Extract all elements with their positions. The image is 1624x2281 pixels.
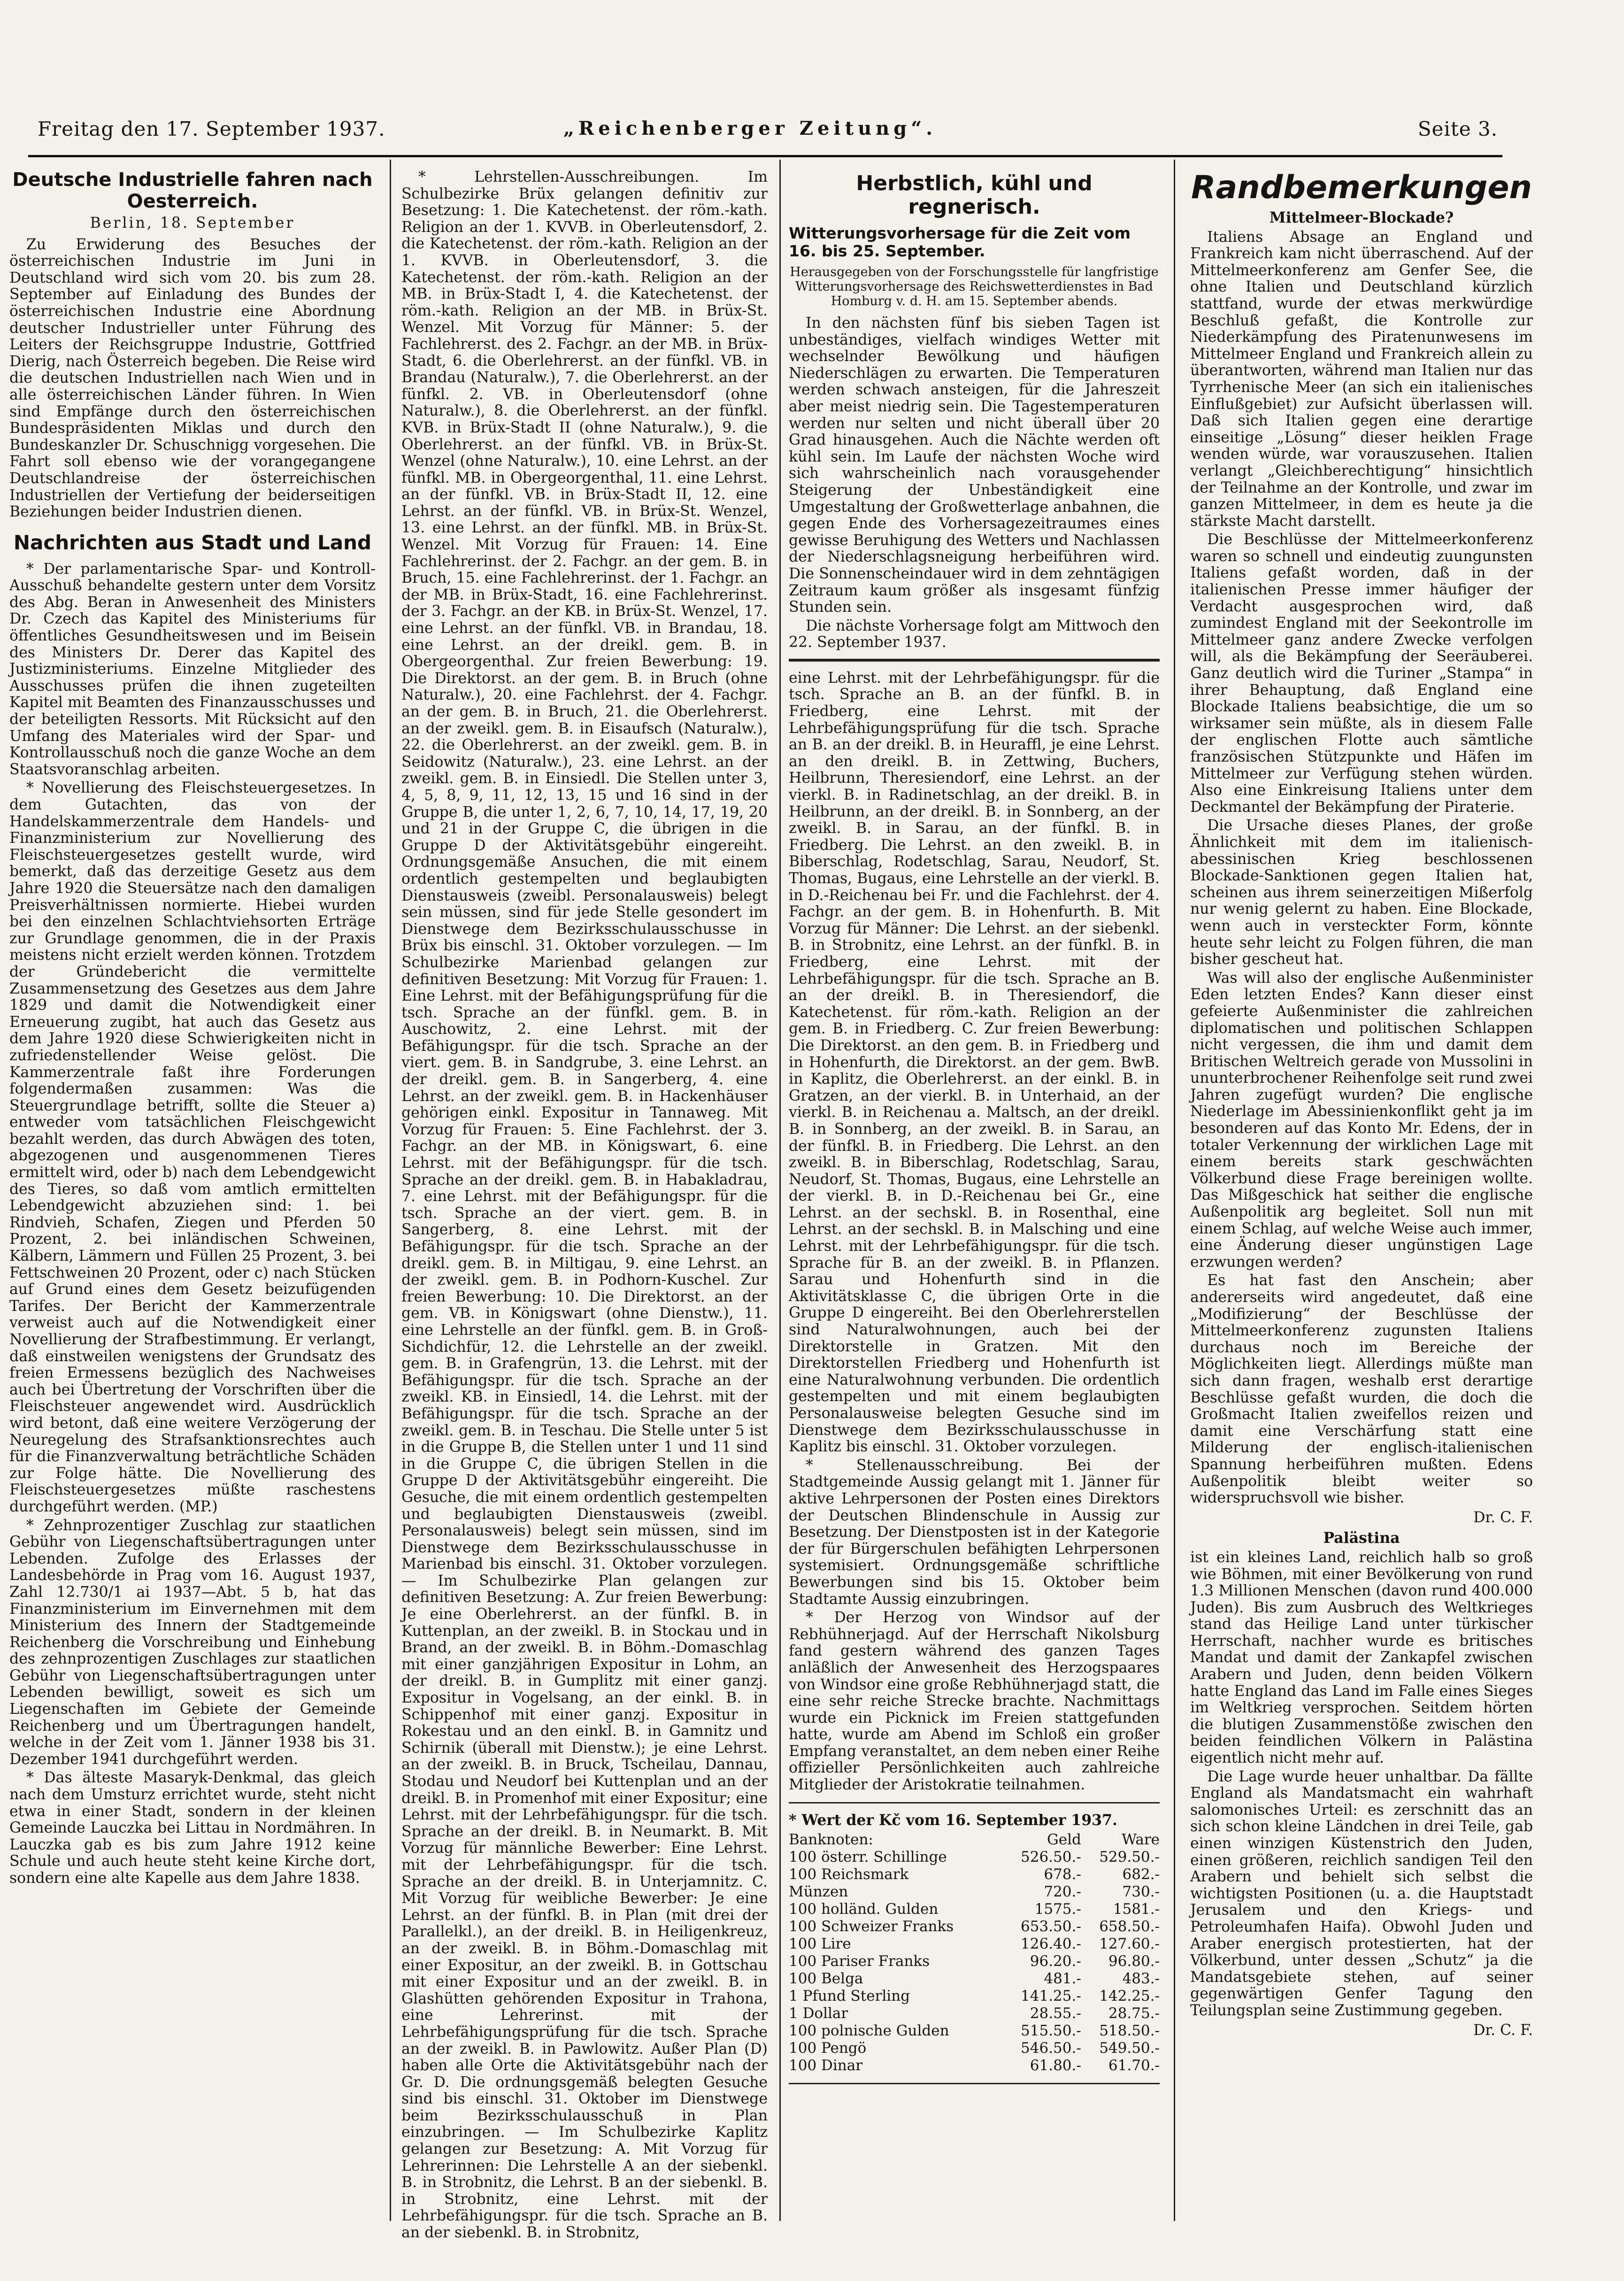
exchange-geld-value: 61.80.- bbox=[1030, 2057, 1081, 2074]
exchange-ware-value: 549.50.- bbox=[1099, 2040, 1160, 2057]
article-palaestina-1: ist ein kleines Land, reichlich halb so groß wie Böhmen, mit einer Bevölkerung von rund 1.3 Millionen Menschen (davon rund 400.000 Juden). Bis zum Ausbruch des Weltkrieges stand das Heilige Land unter türkischer Herrschaft, nachher wurde es britisches Mandat und damit der Zankapfel zwischen Arabern und Juden, denn beiden Völkern hatte England das Land im Falle eines Sieges im Weltkrieg versprochen. Seitdem hörten die blutigen Zusammenstöße zwischen den beiden feindlichen Völkern in Palästina eigentlich nicht mehr auf. bbox=[1190, 1549, 1533, 1767]
exchange-rate-header-row bbox=[789, 1831, 1160, 1849]
subheading-palaestina: Palästina bbox=[1323, 1529, 1400, 1547]
exchange-rate-row bbox=[789, 1883, 1160, 1901]
exchange-geld-value: 141.25.- bbox=[1021, 1988, 1081, 2005]
exchange-geld-value: 653.50.- bbox=[1021, 1918, 1081, 1935]
exchange-currency: 100 Schweizer Franks bbox=[789, 1918, 954, 1935]
section-heading-nachrichten: Nachrichten aus Stadt und Land bbox=[13, 531, 372, 554]
exchange-ware-value: 518.50.- bbox=[1099, 2022, 1160, 2040]
exchange-currency: 100 Dinar bbox=[789, 2057, 863, 2074]
header-newspaper-title: „Reichenberger Zeitung“. bbox=[563, 117, 937, 139]
page-header bbox=[38, 117, 1498, 155]
exchange-geld-value: 720.- bbox=[1044, 1883, 1081, 1901]
dateline-berlin: Berlin, 18. September bbox=[90, 215, 295, 231]
exchange-geld-value: 526.50.- bbox=[1021, 1849, 1081, 1866]
article-palaestina-2: Die Lage wurde heuer unhaltbar. Da fällte England als Mandatsmacht ein wahrhaft salomonisches Urteil: es zerschnitt das an sich schon kleine Ländchen in drei Teile, gab einen winzigen Küstenstrich den Juden, einen größeren, reichlich sandigen Teil den Arabern und behielt sich selbst die wichtigsten Positionen (u. a. die Hauptstadt Jerusalem und den Kriegs- und Petroleumhafen Haifa). Obwohl Juden und Araber energisch protestierten, hat der Völkerbund, unter dessen „Schutz“ ja die Mandatsgebiete stehen, auf seiner gegenwärtigen Genfer Tagung den Teilungsplan seine Zustimmung gegeben. bbox=[1190, 1768, 1533, 2019]
exchange-geld-value: 515.50.- bbox=[1021, 2022, 1081, 2040]
exchange-currency: 100 Pariser Franks bbox=[789, 1953, 930, 1970]
exchange-geld-value: 546.50.- bbox=[1021, 2040, 1081, 2057]
exchange-geld-value: 96.20.- bbox=[1030, 1953, 1081, 1970]
exchange-ware-value: 658.50.- bbox=[1099, 1918, 1160, 1935]
exchange-rate-row bbox=[789, 1970, 1160, 1988]
header-rule bbox=[28, 155, 1502, 157]
weather-forecast-subtitle: Witterungsvorhersage für die Zeit vom 16. bis 25. September. bbox=[789, 224, 1131, 260]
exchange-currency: Münzen bbox=[789, 1883, 848, 1901]
article-zehnprozentiger-zuschlag: * Zehnprozentiger Zuschlag zur staatlichen Gebühr von Liegenschaftsübertragungen unter Lebenden. Zufolge des Erlasses der Landesbehörde in Prag vom 16. August 1937, Zahl 12.730/1 ai 1937—Abt. 5 b, hat das Finanzministerium im Einvernehmen mit dem Ministerium des Innern der Stadtgemeinde Reichenberg die Vorschreibung und Einhebung des zehnprozentigen Zuschlages zur staatlichen Gebühr von Liegenschaftsübertragungen unter Lebenden bewilligt, soweit es sich um Liegenschaften im Gebiete der Gemeinde Reichenberg und um Übertragungen handelt, welche in der Zeit vom 1. Jänner 1938 bis 31. Dezember 1941 durchgeführt werden. bbox=[9, 1517, 376, 1768]
exchange-col-geld: Geld bbox=[1047, 1831, 1081, 1849]
exchange-rate-row bbox=[789, 1988, 1160, 2005]
exchange-ware-value: 28.75.- bbox=[1108, 2005, 1160, 2022]
article-title-industrielle: Deutsche Industrielle fahren nach Oesterreich. bbox=[12, 169, 373, 212]
exchange-rate-row bbox=[789, 1918, 1160, 1935]
exchange-col-ware: Ware bbox=[1122, 1831, 1160, 1849]
article-mittelmeer-2: Die Beschlüsse der Mittelmeerkonferenz waren so schnell und eindeutig zuungunsten Italiens gefaßt worden, daß in der italienischen Presse immer häufiger der Verdacht ausgesprochen wird, daß zumindest England mit der Seekontrolle im Mittelmeer ganz andere Zwecke verfolgen will, als die Bekämpfung der Seeräuberei. Ganz deutlich wird die Turiner „Stampa“ in ihrer Behauptung, daß England eine Blockade Italiens beabsichtige, die um so wirksamer sein müßte, als in diesem Falle der englischen Flotte auch sämtliche französischen Stützpunkte und Häfen im Mittelmeer zur Verfügung stehen würden. Also eine Einkreisung Italiens unter dem Deckmantel der Bekämpfung der Piraterie. bbox=[1190, 531, 1533, 816]
exchange-currency: 100 Reichsmark bbox=[789, 1866, 909, 1883]
exchange-geld-value: 1575.- bbox=[1034, 1901, 1081, 1918]
exchange-rate-row bbox=[789, 1901, 1160, 1918]
article-masaryk-denkmal: * Das älteste Masaryk-Denkmal, das gleich nach dem Umsturz errichtet wurde, steht nicht etwa in einer Stadt, sondern in der kleinen Gemeinde Lauczka bei Littau in Nordmähren. In Lauczka gab es bis zum Jahre 1912 keine Schule und auch heute steht keine Kirche dort, sondern eine alte Kapelle aus dem Jahre 1838. bbox=[9, 1769, 376, 1887]
separator-rule bbox=[789, 659, 1160, 662]
header-page-number: Seite 3. bbox=[1417, 117, 1498, 140]
weather-source-note: Herausgegeben von der Forschungsstelle für langfristige Witterungsvorhersage des Reichswetterdienstes in Bad Homburg v. d. H. am 15. September abends. bbox=[790, 265, 1159, 308]
signature-1: Dr. C. F. bbox=[1473, 1509, 1533, 1526]
exchange-currency: 100 Belga bbox=[789, 1970, 863, 1988]
column-3 bbox=[789, 169, 1160, 2207]
exchange-rate-row bbox=[789, 1849, 1160, 1866]
exchange-currency: 1 Dollar bbox=[789, 2005, 848, 2022]
subheading-mittelmeer-blockade: Mittelmeer-Blockade? bbox=[1269, 209, 1454, 226]
column-divider-1 bbox=[390, 160, 391, 2221]
exchange-rate-row bbox=[789, 1935, 1160, 1953]
exchange-geld-value: 28.55.- bbox=[1030, 2005, 1081, 2022]
weather-next-forecast: Die nächste Vorhersage folgt am Mittwoch den 22. September 1937. bbox=[789, 617, 1160, 651]
exchange-currency: 100 österr. Schillinge bbox=[789, 1849, 947, 1866]
exchange-ware-value: 1581.- bbox=[1113, 1901, 1160, 1918]
exchange-rate-row bbox=[789, 2022, 1160, 2040]
column-divider-3 bbox=[1174, 160, 1175, 2221]
exchange-ware-value: 96.80.- bbox=[1108, 1953, 1160, 1970]
exchange-rate-row bbox=[789, 2057, 1160, 2074]
column-divider-2 bbox=[779, 160, 781, 2221]
exchange-geld-value: 678.- bbox=[1044, 1866, 1081, 1883]
exchange-currency: 100 Pengö bbox=[789, 2040, 867, 2057]
exchange-ware-value: 61.70.- bbox=[1108, 2057, 1160, 2074]
separator-rule-kurs bbox=[789, 1802, 1160, 1803]
exchange-geld-value: 126.40.- bbox=[1021, 1935, 1081, 1953]
article-mittelmeer-1: Italiens Absage an England und Frankreich kam nicht überraschend. Auf der Mittelmeerkonferenz am Genfer See, die ohne Italien und Deutschland kürzlich stattfand, wurde der etwas merkwürdige Beschluß gefaßt, die Kontrolle zur Niederkämpfung des Piratenunwesens im Mittelmeer England und Frankreich allein zu überantworten, während man Italien nur das Tyrrhenische Meer (an sich ein italienisches Einflußgebiet) zur Aufsicht überlassen will. Daß sich Italien gegen eine derartige einseitige „Lösung“ dieser heiklen Frage wenden würde, war vorauszusehen. Italien verlangt „Gleichberechtigung“ hinsichtlich der Teilnahme an der Kontrolle, und zwar im ganzen Mittelmeer, in dem es heute ja die stärkste Macht darstellt. bbox=[1190, 228, 1533, 530]
section-heading-randbemerkungen: Randbemerkungen bbox=[1191, 169, 1532, 206]
exchange-rate-row bbox=[789, 2005, 1160, 2022]
article-mittelmeer-3: Die Ursache dieses Planes, der große Ähnlichkeit mit dem im italienisch-abessinischen Krieg beschlossenen Blockade-Sanktionen gegen Italien hat, scheinen aus ihrem seinerzeitigen Mißerfolg nur wenig gelernt zu haben. Eine Blockade, wenn auch in versteckter Form, könnte heute sehr leicht zu Folgen führen, die man bisher gescheut hat. bbox=[1190, 817, 1533, 968]
weather-forecast-text: In den nächsten fünf bis sieben Tagen ist unbeständiges, vielfach windiges Wetter mit wechselnder Bewölkung und häufigen Niederschlägen zu erwarten. Die Temperaturen werden schwach ansteigen, für die Jahreszeit aber meist niedrig sein. Die Tagestemperaturen werden nur selten und nicht überall über 20 Grad hinausgehen. Auch die Nächte werden oft kühl sein. Im Laufe der nächsten Woche wird sich wahrscheinlich nach vorausgehender Steigerung der Unbeständigkeit eine Umgestaltung der Großwetterlage anbahnen, die gegen Ende des Vorhersagezeitraumes eines gewisse Beruhigung des Wetters und Nachlassen der Niederschlagsneigung herbeiführen wird. Die Sonnenscheindauer wird in dem zehntägigen Zeitraum kaum größer als insgesamt fünfzig Stunden sein. bbox=[789, 315, 1160, 616]
exchange-rate-title: * Wert der Kč vom 16. September 1937. bbox=[789, 1811, 1117, 1829]
exchange-currency: 100 polnische Gulden bbox=[789, 2022, 949, 2040]
article-spar-kontrollausschuss: * Der parlamentarische Spar- und Kontroll-Ausschuß behandelte gestern unter dem Vorsitz des Abg. Beran in Anwesenheit des Ministers Dr. Czech das Kapitel des Ministeriums für öffentliches Gesundheitswesen und im Beisein des Ministers Dr. Derer das Kapitel des Justizministeriums. Einzelne Mitglieder des Ausschusses prüfen die ihnen zugeteilten Kapitel mit Beamten des Finanzausschusses und der beteiligten Ressorts. Mit Rücksicht auf den Umfang des Materiales wird der Spar- und Kontrollausschuß noch die ganze Woche an dem Staatsvoranschlag arbeiten. bbox=[9, 560, 376, 778]
exchange-ware-value: 142.25.- bbox=[1099, 1988, 1160, 2005]
exchange-ware-value: 730.- bbox=[1122, 1883, 1160, 1901]
article-stellenausschreibung-aussig: * Stellenausschreibung. Bei der Stadtgemeinde Aussig gelangt mit 1. Jänner für aktive Lehrpersonen der Posten eines Direktors der Deutschen Blindenschule in Aussig zur Besetzung. Der Dienstposten ist in der Kategorie der für Bürgerschulen befähigten Lehrpersonen systemisiert. Ordnungsgemäße schriftliche Bewerbungen sind bis 15. Oktober beim Stadtamte Aussig einzubringen. bbox=[789, 1456, 1160, 1608]
exchange-ware-value: 529.50.- bbox=[1099, 1849, 1160, 1866]
exchange-geld-value: 481.- bbox=[1044, 1970, 1081, 1988]
signature-2: Dr. C. F. bbox=[1473, 2021, 1533, 2039]
exchange-ware-value: 127.60.- bbox=[1099, 1935, 1160, 1953]
article-text-industrielle: Zu Erwiderung des Besuches der österreichischen Industrie im Juni in Deutschland wird sich vom 20. bis zum 28. September auf Einladung des Bundes der österreichischen Industrie eine Abordnung deutscher Industrieller unter Führung des Leiters der Reichsgruppe Industrie, Gottfried Dierig, nach Österreich begeben. Die Reise wird die deutschen Industriellen nach Wien und in alle österreichischen Länder führen. In Wien sind Empfänge durch den österreichischen Bundespräsidenten Miklas und durch den Bundeskanzler Dr. Schuschnigg vorgesehen. Die Fahrt soll ebenso wie der vorangegangene Deutschlandreise der österreichischen Industriellen der Vertiefung der beiderseitigen Beziehungen beider Industrien dienen. bbox=[9, 236, 376, 521]
article-title-wetter: Herbstlich, kühl und regnerisch. bbox=[856, 171, 1093, 219]
article-lehrstellen-continued: eine Lehrst. mit der Lehrbefähigungspr. für die tsch. Sprache an B. an der fünfkl. B. in Friedberg, eine Lehrst. mit der Lehrbefähigungsprüfung für die tsch. Sprache an B. an der dreikl. B. in Heuraffl, je eine Lehrst. an den dreikl. B. in Zettwing, Buchers, Heilbrunn, Theresiendorf, eine Lehrst. an der vierkl. B. in Radinetschlag, an der dreikl. B. in Heilbrunn, an der dreikl. B. in Sonnberg, an der zweikl. B. in Sarau, an der fünfkl. B. in Friedberg. Die Lehrst. an den zweikl. B. in Biberschlag, Rodetschlag, Sarau, Neudorf, St. Thomas, Bugaus, eine Lehrstelle an der vierkl. B. in D.-Reichenau bei Fr. und die Fachlehrst. der 4. Fachgr. an der gem. B. in Hohenfurth. B. Mit Vorzug für Männer: Die Lehrst. an der siebenkl. B. in Strobnitz, eine Lehrst. an der fünfkl. B. in Friedberg, eine Lehrst. mit der Lehrbefähigungspr. für die tsch. Sprache an B. an der dreikl. B. in Theresiendorf, die Katechetenst. für röm.-kath. Religion an der gem. B. in Friedberg. C. Zur freien Bewerbung: Die Direktorst. an den gem. B. in Friedberg und in Hohenfurth, die Direktorst. an der gem. BwB. in Kaplitz, die Oberlehrerst. an der einkl. B. in Gratzen, an der vierkl. B. in Unterhaid, an der vierkl. B. in Reichenau a. Maltsch, an der dreikl. B. in Sonnberg, an der zweikl. B. in Sarau, an der fünfkl. B. in Friedberg. Die Lehrst. an den zweikl. B. in Biberschlag, Rodetschlag, Sarau, Neudorf, St. Thomas, Bugaus, eine Lehrstelle an der vierkl. B. in D.-Reichenau bei Gr., eine Lehrst. an der sechskl. B. in Rosenthal, eine Lehrst. an der sechskl. B. in Malsching und eine Lehrst. mit der Lehrbefähigungspr. für die tsch. Sprache für B. an der zweikl. B. in Pflanzen. Sarau und Hohenfurth sind in die Aktivitätsklasse C, die übrigen Orte in die Gruppe D eingereiht. Bei den Oberlehrerstellen sind Naturalwohnungen, auch bei der Direktorstelle in Gratzen. Mit den Direktorstellen Friedberg und Hohenfurth ist eine Naturalwohnung verbunden. Die ordentlich gestempelten und mit einem beglaubigten Personalausweise belegten Gesuche sind im Dienstwege dem Bezirksschulausschusse in Kaplitz bis einschl. 31. Oktober vorzulegen. bbox=[789, 669, 1160, 1456]
column-1 bbox=[9, 169, 376, 2207]
exchange-ware-value: 682.- bbox=[1122, 1866, 1160, 1883]
article-lehrstellen-ausschreibungen: * Lehrstellen-Ausschreibungen. Im Schulbezirke Brüx gelangen definitiv zur Besetzung: 1. Die Katechetenst. der röm.-kath. Religion an der 1. KVVB. in Oberleutensdorf, 2. die Katechetenst. der röm.-kath. Religion an der 1. KVVB. in Oberleutensdorf, 3. die Katechetenst. der röm.-kath. Religion an der MB. in Brüx-Stadt I, 4. die Katechetenst. der röm.-kath. Religion an der MB. in Brüx-St. Wenzel. Mit Vorzug für Männer: 5. der Fachlehrerst. des 2. Fachgr. an der MB. in Brüx-Stadt, 6. die Oberlehrerst. an der fünfkl. VB. in Brandau (Naturalw.), 7. die Oberlehrerst. an der fünfkl. 2. VB. in Oberleutensdorf (ohne Naturalw.), 8. die Oberlehrerst. an der fünfkl. KVB. in Brüx-Stadt II (ohne Naturalw.), 9. die Oberlehrerst. an der fünfkl. VB. in Brüx-St. Wenzel (ohne Naturalw.), 10. eine Lehrst. an der fünfkl. MB. in Obergeorgenthal, 11. eine Lehrst. an der fünfkl. VB. in Brüx-Stadt II, 12. eine Lehrst. an der fünfkl. VB. in Brüx-St. Wenzel, 13. eine Lehrst. an der fünfkl. MB. in Brüx-St. Wenzel. Mit Vorzug für Frauen: 14. Eine Fachlehrerinst. der 2. Fachgr. an der gem. B. in Bruch, 15. eine Fachlehrerinst. der 1. Fachgr. an der MB. in Brüx-Stadt, 16. eine Fachlehrerinst. der 3. Fachgr. an der KB. in Brüx-St. Wenzel, 17. eine Lehrst. an der fünfkl. VB. in Brandau, 18. eine Lehrst. an der dreikl. gem. B. in Obergeorgenthal. Zur freien Bewerbung: 19. Die Direktorst. an der gem. B. in Bruch (ohne Naturalw.), 20. eine Fachlehrst. der 4. Fachgr. an der gem. B. in Bruch, 21. die Oberlehrerst. an der zweikl. gem. B. in Eisaufsch (Naturalw.), 22. die Oberlehrerst. an der zweikl. gem. B. in Seidowitz (Naturalw.), 23. eine Lehrst. an der zweikl. gem. B. in Einsiedl. Die Stellen unter 3, 4, 5, 8, 9, 11, 12, 13, 15 und 16 sind in der Gruppe B, die unter 1, 2, 6, 7, 10, 14, 17, 19, 20 und 21 in der Gruppe C, die übrigen in die Gruppe D der Aktivitätsgebühr eingereiht. Ordnungsgemäße Ansuchen, die mit einem ordentlich gestempelten und beglaubigten Dienstausweis (zweibl. Personalausweis) belegt sein müssen, sind für jede Stelle gesondert im Dienstwege dem Bezirksschulausschusse in Brüx bis einschl. 31. Oktober vorzulegen. — Im Schulbezirke Marienbad gelangen zur definitiven Besetzung: Mit Vorzug für Frauen: 1. Eine Lehrst. mit der Befähigungsprüfung für die tsch. Sprache an der fünfkl. gem. B. in Auschowitz, 2. eine Lehrst. mit der Befähigungspr. für die tsch. Sprache an der viert. gem. B. in Sandgrube, 3. eine Lehrst. an der dreikl. gem. B. in Sangerberg, 4. eine Lehrst. an der zweikl. gem. B. in Hackenhäuser gehörigen einkl. Expositur in Tannaweg. Mit Vorzug für Frauen: 5. Eine Fachlehrst. der 3. Fachgr. an der MB. in Königswart, 6. eine Lehrst. mit der Befähigungspr. für die tsch. Sprache an der dreikl. gem. B. in Habakladrau, 7. eine Lehrst. mit der Befähigungspr. für die tsch. Sprache an der viert. gem. B. in Sangerberg, 8. eine Lehrst. mit der Befähigungspr. für die tsch. Sprache an der dreikl. gem. B. in Miltigau, 9. eine Lehrst. an der zweikl. gem. B. in Podhorn-Kuschel. Zur freien Bewerbung: 10. Die Direktorst. an der gem. VB. in Königswart (ohne Dienstw.), 11. eine Lehrstelle an der fünfkl. gem. B. in Groß-Sichdichfür, 12. die Lehrstelle an der zweikl. gem. B. in Grafengrün, 13. die Lehrst. mit der Befähigungspr. für die tsch. Sprache an der zweikl. KB. in Einsiedl, 14. die Lehrst. mit der Befähigungspr. für die tsch. Sprache an der zweikl. gem. B. in Teschau. Die Stelle unter 5 ist in die Gruppe B, die Stellen unter 1 und 11 sind in die Gruppe C, die übrigen Stellen in die Gruppe D der Aktivitätsgebühr eingereiht. Die Gesuche, die mit einem ordentlich gestempelten und beglaubigten Dienstausweis (zweibl. Personalausweis) belegt sein müssen, sind im Dienstwege dem Bezirksschulausschusse in Marienbad bis einschl. 31. Oktober vorzulegen. — Im Schulbezirke Plan gelangen zur definitiven Besetzung: A. Zur freien Bewerbung: Je eine Oberlehrerst. an der fünfkl. B. in Kuttenplan, an der zweikl. B. in Stockau und in Brand, an der zweikl. B. in Böhm.-Domaschlag mit einer ganzjährigen Expositur in Lohm, an der dreikl. B. in Gumplitz mit einer ganzj. Expositur in Vogelsang, an der einkl. B. in Schippenhof mit einer ganzj. Expositur in Rokestau und an den einkl. B. in Gamnitz und Schirnik (überall mit Dienstw.); je eine Lehrst. an der zweikl. B. in Bruck, Tscheilau, Dannau, Stodau und Neudorf bei Kuttenplan und an der dreikl. B. in Promenhof mit einer Expositur; eine Lehrst. mit der Lehrbefähigungspr. für die tsch. Sprache an der dreikl. B. in Neumarkt. B. Mit Vorzug für männliche Bewerber: Eine Lehrst. mit der Lehrbefähigungspr. für die tsch. Sprache an der dreikl. B. in Unterjamnitz. C. Mit Vorzug für weibliche Bewerber: Je eine Lehrst. an der fünfkl. B. in Plan (mit drei der Parallelkl.), an der dreikl. B. in Heiligenkreuz, an der zweikl. B. in Böhm.-Domaschlag mit einer Expositur, an der zweikl. B. in Gottschau mit einer Expositur und an der zweikl. B. in Glashütten gehörenden Expositur in Trahona, eine Lehrerinst. mit der Lehrbefähigungsprüfung für die tsch. Sprache an der zweikl. B. in Pawlowitz. Außer Plan (D) haben alle Orte die Aktivitätsgebühr nach der Gr. D. Die ordnungsgemäß belegten Gesuche sind bis einschl. 31. Oktober im Dienstwege beim Bezirksschulausschuß in Plan einzubringen. — Im Schulbezirke Kaplitz gelangen zur Besetzung: A. Mit Vorzug für Lehrerinnen: Die Lehrstelle A an der siebenkl. B. in Strobnitz, die Lehrst. B an der siebenkl. B. in Strobnitz, eine Lehrst. mit der Lehrbefähigungspr. für die tsch. Sprache an B. an der siebenkl. B. in Strobnitz, bbox=[401, 169, 768, 2242]
exchange-currency: 1 Pfund Sterling bbox=[789, 1988, 910, 2005]
column-2 bbox=[401, 169, 768, 2242]
exchange-rate-row bbox=[789, 1953, 1160, 1970]
column-4 bbox=[1190, 169, 1533, 2207]
exchange-col-currency: Banknoten: bbox=[789, 1831, 873, 1849]
exchange-currency: 100 Lire bbox=[789, 1935, 851, 1953]
exchange-rate-table bbox=[789, 1831, 1160, 2074]
separator-rule-bottom bbox=[789, 2083, 1160, 2084]
exchange-rate-row bbox=[789, 1866, 1160, 1883]
article-mittelmeer-4: Was will also der englische Außenminister Eden letzten Endes? Kann dieser einst gefeierte Außenminister die zahlreichen diplomatischen und politischen Schlappen nicht vergessen, die ihm und damit dem Britischen Weltreich gerade von Mussolini in ununterbrochener Reihenfolge seit rund zwei Jahren zugefügt wurden? Die englische Niederlage im Abessinienkonflikt geht ja im besonderen auf das Konto Mr. Edens, der in totaler Verkennung der wirklichen Lage mit einem bereits stark geschwächten Völkerbund diese Frage bereinigen wollte. Das Mißgeschick hat seither die englische Außenpolitik arg begleitet. Soll nun mit einem Schlag, auf welche Weise auch immer, eine Änderung dieser ungünstigen Lage erzwungen werden? bbox=[1190, 969, 1533, 1271]
article-herzog-windsor: * Der Herzog von Windsor auf der Rebhühnerjagd. Auf der Herrschaft Nikolsburg fand gestern während des ganzen Tages anläßlich der Anwesenheit des Herzogspaares von Windsor eine große Rebhühnerjagd statt, die eine sehr reiche Strecke brachte. Nachmittags wurde ein Picknick im Freien stattgefunden hatte, wurde am Abend im Schloß ein großer Empfang veranstaltet, an dem neben einer Reihe offizieller Persönlichkeiten auch zahlreiche Mitglieder der Aristokratie teilnahmen. bbox=[789, 1609, 1160, 1794]
header-date: Freitag den 17. September 1937. bbox=[38, 117, 385, 140]
article-fleischsteuergesetz: * Novellierung des Fleischsteuergesetzes. In dem Gutachten, das von der Handelskammerzentrale dem Handels- und Finanzministerium zur Novellierung des Fleischsteuergesetzes gestellt wurde, wird bemerkt, daß das derzeitige Gesetz aus dem Jahre 1920 die Steuersätze nach den damaligen Preisverhältnissen normierte. Hiebei wurden bei den einzelnen Schlachtviehsorten Erträge zur Grundlage genommen, die in der Praxis meistens nicht erzielt werden können. Trotzdem der Gründebericht die vermittelte Zusammensetzung des Gesetzes aus dem Jahre 1829 und damit die Notwendigkeit einer Erneuerung zugibt, hat auch das Gesetz aus dem Jahre 1920 diese Schwierigkeiten nicht in zufriedenstellender Weise gelöst. Die Kammerzentrale faßt ihre Forderungen folgendermaßen zusammen: Was die Steuergrundlage betrifft, sollte die Steuer a) entweder vom tatsächlichen Fleischgewicht bezahlt werden, das durch Abwägen des toten, abgezogenen und ausgenommenen Tieres ermittelt wird, oder b) nach dem Lebendgewicht des Tieres, so daß vom amtlich ermittelten Lebendgewicht abzuziehen sind: 1. bei Rindvieh, Schafen, Ziegen und Pferden 50 Prozent, 2. bei inländischen Schweinen, Kälbern, Lämmern und Füllen 25 Prozent, 3. bei Fettschweinen 20 Prozent, oder c) nach Stücken auf Grund eines dem Gesetz beizufügenden Tarifes. Der Bericht der Kammerzentrale verweist auch auf die Notwendigkeit einer Novellierung der Strafbestimmung. Er verlangt, daß einstweilen wenigstens der Grundsatz des freien Ermessens bezüglich des Nachweises auch bei Übertretung der Vorschriften über die Fleischsteuer angewendet wird. Ausdrücklich wird betont, daß eine weitere Verzögerung der Neuregelung des Strafsanktionsrechtes auch für die Finanzverwaltung beträchtliche Schäden zur Folge hätte. Die Novellierung des Fleischsteuergesetzes müßte raschestens durchgeführt werden. (MP.) bbox=[9, 779, 376, 1515]
article-mittelmeer-5: Es hat fast den Anschein; aber andererseits wird angedeutet, daß eine „Modifizierung“ der Beschlüsse der Mittelmeerkonferenz zugunsten Italiens durchaus noch im Bereiche der Möglichkeiten liegt. Allerdings müßte man sich dann fragen, weshalb erst derartige Beschlüsse gefaßt wurden, die doch die Großmacht Italien zweifellos reizen und damit eine Verschärfung statt eine Milderung der englisch-italienischen Spannung herbeiführen mußten. Edens Außenpolitik bleibt weiter so widerspruchsvoll wie bisher. bbox=[1190, 1272, 1533, 1507]
exchange-ware-value: 483.- bbox=[1122, 1970, 1160, 1988]
exchange-currency: 100 holländ. Gulden bbox=[789, 1901, 939, 1918]
exchange-rate-row bbox=[789, 2040, 1160, 2057]
